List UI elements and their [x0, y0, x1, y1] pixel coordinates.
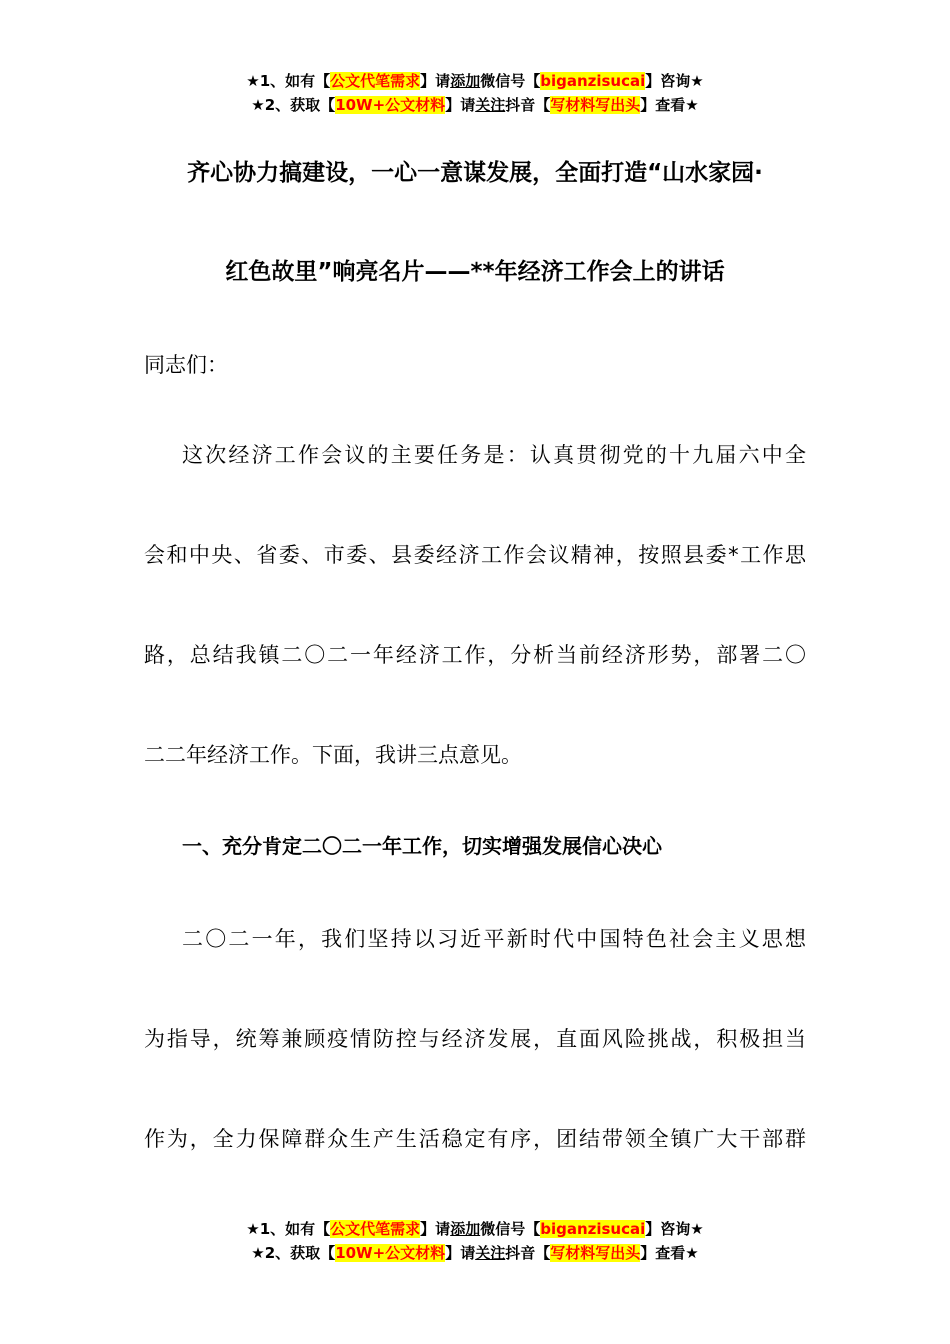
document-title-line-2: 红色故里”响亮名片——**年经济工作会上的讲话 — [225, 259, 725, 285]
paragraph-line: 这次经济工作会议的主要任务是：认真贯彻党的十九届六中全 — [182, 443, 806, 467]
highlight-douyin: 写材料写出头 — [550, 96, 641, 114]
paragraph-line: 作为，全力保障群众生产生活稳定有序，团结带领全镇广大干部群 — [144, 1127, 806, 1151]
banner-line-2: ★2、获取【10W+公文材料】请关注抖音【写材料写出头】查看★ — [251, 1244, 699, 1262]
highlight-wechat-id: biganzisucai — [540, 72, 646, 90]
banner-line-1: ★1、如有【公文代笔需求】请添加微信号【biganzisucai】咨询★ — [246, 1220, 704, 1238]
highlight-wechat-id: biganzisucai — [540, 1220, 646, 1238]
document-title-line-1: 齐心协力搞建设，一心一意谋发展，全面打造“山水家园· — [187, 160, 763, 186]
highlight-materials: 10W+公文材料 — [335, 1244, 446, 1262]
highlight-ghostwriting: 公文代笔需求 — [330, 1220, 421, 1238]
paragraph-line: 会和中央、省委、市委、县委经济工作会议精神，按照县委*工作思 — [144, 543, 806, 567]
section-heading-1: 一、充分肯定二〇二一年工作，切实增强发展信心决心 — [182, 834, 662, 858]
highlight-ghostwriting: 公文代笔需求 — [330, 72, 421, 90]
highlight-materials: 10W+公文材料 — [335, 96, 446, 114]
banner-line-2: ★2、获取【10W+公文材料】请关注抖音【写材料写出头】查看★ — [251, 96, 699, 114]
highlight-douyin: 写材料写出头 — [550, 1244, 641, 1262]
paragraph-1 — [144, 405, 806, 805]
banner-line-1: ★1、如有【公文代笔需求】请添加微信号【biganzisucai】咨询★ — [246, 72, 704, 90]
paragraph-line: 为指导，统筹兼顾疫情防控与经济发展，直面风险挑战，积极担当 — [144, 1027, 806, 1051]
header-banner — [0, 69, 950, 117]
footer-banner — [0, 1217, 950, 1265]
salutation: 同志们： — [144, 353, 228, 377]
paragraph-line: 二〇二一年，我们坚持以习近平新时代中国特色社会主义思想 — [182, 927, 806, 951]
paragraph-2 — [144, 889, 806, 1189]
paragraph-line: 二二年经济工作。下面，我讲三点意见。 — [144, 743, 522, 767]
paragraph-line: 路，总结我镇二〇二一年经济工作，分析当前经济形势，部署二〇 — [144, 643, 806, 667]
